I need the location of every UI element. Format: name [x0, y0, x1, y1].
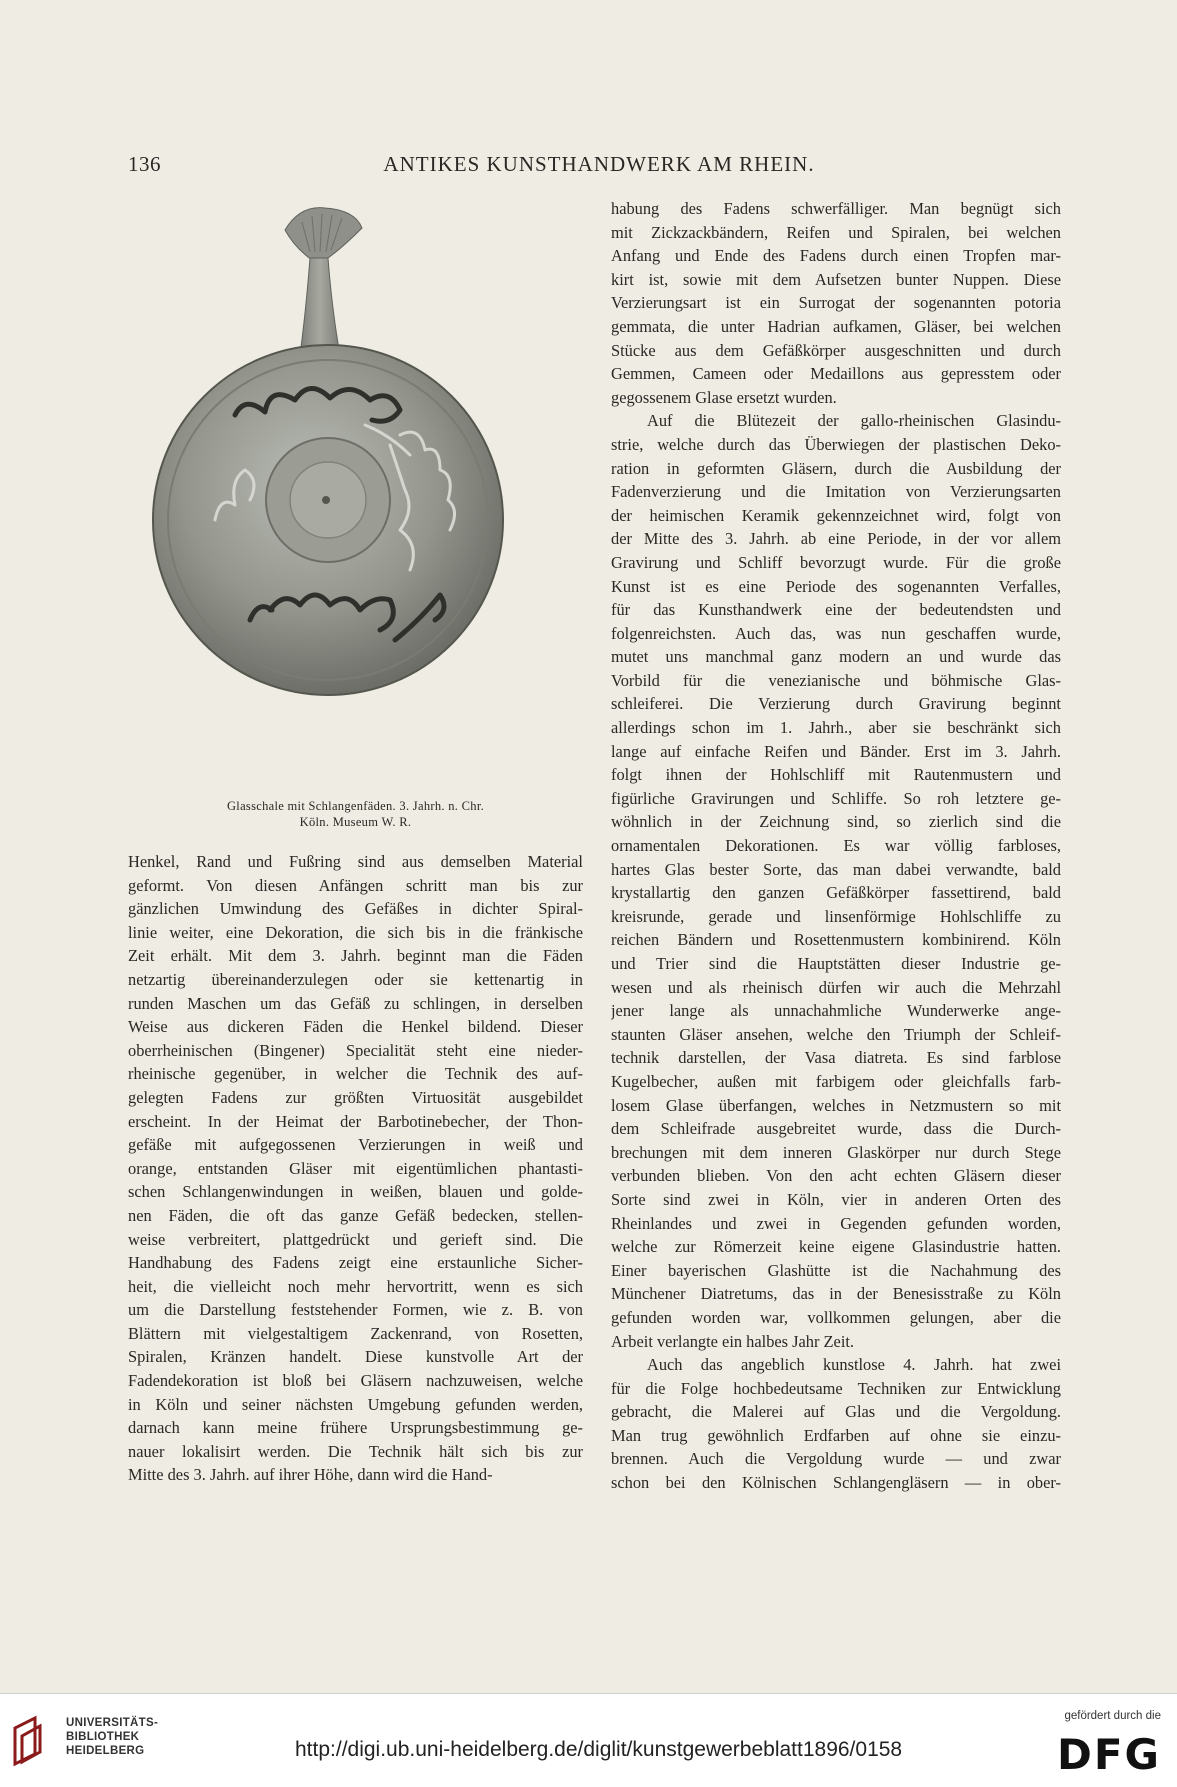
text-line: schen Schlangenwindungen in weißen, blauen und golde- — [128, 1182, 583, 1202]
text-line: Stücke aus dem Gefäßkörper ausgeschnitten und durch — [611, 340, 1061, 360]
text-line: folgt ihnen der Hohlschliff mit Rautenmustern und — [611, 765, 1061, 785]
text-line: folgenreichsten. Auch das, was nun geschaffen wurde, — [611, 623, 1061, 643]
glass-bowl-illustration — [150, 200, 570, 770]
dfg-logo: DFG — [1056, 1730, 1161, 1779]
text-line: strie, welche durch das Überwiegen der plastischen Deko- — [611, 434, 1061, 454]
text-line: verbunden blieben. Von den acht echten Gläsern dieser — [611, 1166, 1061, 1186]
text-line: habung des Fadens schwerfälliger. Man begnügt sich — [611, 199, 1061, 218]
running-title: ANTIKES KUNSTHANDWERK AM RHEIN. — [383, 152, 815, 176]
text-line: Fadendekoration ist bloß bei Gläsern nachzuweisen, welche — [128, 1371, 583, 1391]
text-line: ration in geformten Gläsern, durch die Ausbildung der — [611, 458, 1061, 478]
university-library-logo-icon — [10, 1714, 60, 1768]
caption-line: Köln. Museum W. R. — [299, 815, 412, 829]
text-line: Arbeit verlangte ein halbes Jahr Zeit. — [611, 1331, 855, 1351]
text-line: netzartig übereinanderzulegen oder sie kettenartig in — [128, 969, 583, 989]
text-line: Mitte des 3. Jahrh. auf ihrer Höhe, dann wird die Hand- — [128, 1465, 493, 1485]
text-line: figürliche Gravirungen und Schliffe. So roh letztere ge- — [611, 788, 1061, 808]
text-line: gelegten Fadens zur größten Virtuosität ausgebildet — [128, 1087, 583, 1107]
text-line: Verzierungsart ist ein Surrogat der sogenannten potoria — [611, 293, 1061, 313]
text-line: gänzlichen Umwindung des Gefäßes in dichter Spiral- — [128, 899, 583, 919]
left-text-column — [128, 850, 583, 1487]
text-line: kreisrunde, gerade und linsenförmige Hohlschliffe zu — [611, 906, 1061, 926]
text-line: Auf die Blütezeit der gallo-rheinischen Glasindu- — [647, 411, 1061, 431]
caption-line: Glasschale mit Schlangenfäden. 3. Jahrh. n. Chr. — [226, 799, 485, 813]
text-line: staunten Gläser ansehen, welche den Triumph der Schleif- — [611, 1024, 1061, 1044]
library-name-line: HEIDELBERG — [66, 1745, 145, 1757]
library-name-line: BIBLIOTHEK — [66, 1731, 140, 1743]
text-line: wesen und als rheinisch dürfen wir auch die Mehrzahl — [611, 977, 1061, 997]
text-line: Gemmen, Cameen oder Medaillons aus gepresstem oder — [611, 364, 1061, 384]
text-line: Weise aus dickeren Fäden die Henkel bildend. Dieser — [128, 1017, 583, 1037]
text-line: reichen Bändern und Rosettenmustern kombinirend. Köln — [611, 930, 1061, 950]
page-number: 136 — [128, 152, 161, 176]
text-line: rheinische gegenüber, in welcher die Technik des auf- — [128, 1064, 583, 1084]
text-line: gemmata, die unter Hadrian aufkamen, Gläser, bei welchen — [611, 316, 1061, 336]
text-line: Henkel, Rand und Fußring sind aus demselben Material — [128, 852, 583, 871]
text-line: Fadenverzierung und die Imitation von Verzierungsarten — [611, 482, 1061, 502]
text-line: welche zur Römerzeit keine eigene Glasindustrie hatten. — [611, 1237, 1061, 1257]
text-line: linie weiter, eine Dekoration, die sich bis in die fränkische — [128, 922, 583, 942]
text-line: gegossenem Glase ersetzt wurden. — [611, 387, 837, 407]
text-line: der heimischen Keramik gekennzeichnet wird, folgt von — [611, 505, 1061, 525]
text-line: für die Folge hochbedeutsame Techniken zur Entwicklung — [611, 1378, 1061, 1398]
text-line: und Trier sind die Hauptstätten dieser Industrie ge- — [611, 954, 1061, 973]
library-name — [66, 1716, 158, 1758]
text-line: gebracht, die Malerei auf Glas und die Vergoldung. — [611, 1402, 1061, 1422]
text-line: jener lange als unnachahmliche Wunderwerke ange- — [611, 1001, 1061, 1021]
text-line: Blättern mit vielgestaltigem Zackenrand, von Rosetten, — [128, 1323, 583, 1343]
funded-by-label: gefördert durch die — [1064, 1710, 1161, 1722]
text-line: Münchener Diatretums, das in der Benesisstraße zu Köln — [611, 1284, 1061, 1304]
permalink-url[interactable]: http://digi.ub.uni-heidelberg.de/diglit/kunstgewerbeblatt1896/0158 — [295, 1738, 903, 1761]
text-line: der Mitte des 3. Jahrh. ab eine Periode, in der vor allem — [611, 529, 1061, 549]
text-line: oberrheinischen (Bingener) Specialität steht eine nieder- — [128, 1040, 583, 1060]
text-line: allerdings schon im 1. Jahrh., aber sie beschränkt sich — [611, 718, 1061, 738]
text-line: für das Kunsthandwerk eine der bedeutendsten und — [611, 600, 1061, 620]
text-line: technik darstellen, der Vasa diatreta. Es sind farblose — [611, 1048, 1061, 1068]
text-line: weise verbreitert, plattgedrückt und gerieft sind. Die — [128, 1229, 583, 1249]
text-line: gefäße mit aufgegossenen Verzierungen in weiß und — [128, 1135, 583, 1155]
running-head — [128, 152, 1070, 178]
text-line: lange auf einfache Reifen und Bänder. Erst im 3. Jahrh. — [611, 741, 1061, 761]
text-line: nauer lokalisirt werden. Die Technik hält sich bis zur — [128, 1441, 583, 1461]
text-line: Man trug gewöhnlich Erdfarben auf ohne sie einzu- — [611, 1425, 1061, 1445]
text-line: krystallartig den ganzen Gefäßkörper fassettirend, bald — [611, 883, 1061, 903]
text-line: orange, entstanden Gläser mit eigentümlichen phantasti- — [128, 1158, 583, 1178]
text-line: wöhnlich in der Zeichnung sind, so zierlich sind die — [611, 812, 1061, 832]
text-line: Spiralen, Kränzen handelt. Diese kunstvolle Art der — [128, 1347, 583, 1367]
digitization-footer — [0, 1693, 1177, 1787]
text-line: hartes Glas bester Sorte, das man dabei verwandte, bald — [611, 859, 1061, 879]
text-line: kirt ist, sowie mit dem Aufsetzen bunter Nuppen. Diese — [611, 269, 1061, 289]
text-line: ornamentalen Dekorationen. Es war völlig farbloses, — [611, 836, 1061, 856]
text-line: mutet uns manchmal ganz modern an und wurde das — [611, 647, 1061, 667]
text-line: geformt. Von diesen Anfängen schritt man bis zur — [128, 875, 583, 895]
text-line: Vorbild für die venezianische und böhmische Glas- — [611, 670, 1061, 690]
text-line: in Köln und seiner nächsten Umgebung gefunden werden, — [128, 1394, 583, 1414]
right-text-column — [611, 197, 1061, 1495]
text-line: brennen. Auch die Vergoldung wurde — und zwar — [611, 1449, 1061, 1469]
text-line: Anfang und Ende des Fadens durch einen Tropfen mar- — [611, 246, 1061, 266]
text-line: schleiferei. Die Verzierung durch Gravirung beginnt — [611, 694, 1061, 714]
text-line: Kugelbecher, außen mit farbigem oder gleichfalls farb- — [611, 1071, 1061, 1091]
text-line: losem Glase überfangen, welches in Netzmustern so mit — [611, 1095, 1061, 1115]
text-line: Kunst ist es eine Periode des sogenannten Verfalles, — [611, 576, 1061, 596]
text-line: Sorte sind zwei in Köln, vier in anderen Orten des — [611, 1189, 1061, 1209]
library-name-line: UNIVERSITÄTS- — [66, 1717, 159, 1729]
text-line: Einer bayerischen Glashütte ist die Nachahmung des — [611, 1260, 1061, 1280]
text-line: dem Schleifrade ausgebreitet wurde, dass die Durch- — [611, 1119, 1061, 1139]
figure-caption — [128, 798, 583, 830]
text-line: runden Maschen um das Gefäß zu schlingen, in derselben — [128, 993, 583, 1013]
text-line: erscheint. In der Heimat der Barbotinebecher, der Thon- — [128, 1111, 583, 1131]
text-line: Gravirung und Schliff bevorzugt wurde. Für die große — [611, 552, 1061, 572]
text-line: um die Darstellung feststehender Formen, wie z. B. von — [128, 1300, 583, 1320]
text-line: Auch das angeblich kunstlose 4. Jahrh. hat zwei — [647, 1355, 1061, 1375]
text-line: nen Fäden, die oft das ganze Gefäß bedecken, stellen- — [128, 1205, 583, 1225]
text-line: Zeit erhält. Mit dem 3. Jahrh. beginnt man die Fäden — [128, 946, 583, 966]
text-line: mit Zickzackbändern, Reifen und Spiralen, bei welchen — [611, 222, 1061, 242]
text-line: schon bei den Kölnischen Schlangengläsern — in ober- — [611, 1473, 1061, 1493]
glass-bowl-figure — [150, 200, 570, 770]
handle-stem — [300, 258, 340, 355]
text-line: Rheinlandes und zwei in Gegenden gefunden worden, — [611, 1213, 1061, 1233]
text-line: darnach kann meine frühere Ursprungsbestimmung ge- — [128, 1418, 583, 1438]
text-line: gefunden worden war, vollkommen gelungen, aber die — [611, 1307, 1061, 1327]
handle-grip — [285, 208, 362, 260]
text-line: Handhabung des Fadens zeigt eine erstaunliche Sicher- — [128, 1253, 583, 1273]
text-line: heit, die vielleicht noch mehr hervortritt, wenn es sich — [128, 1276, 583, 1296]
text-line: brechungen mit dem inneren Glaskörper nur durch Stege — [611, 1142, 1061, 1162]
